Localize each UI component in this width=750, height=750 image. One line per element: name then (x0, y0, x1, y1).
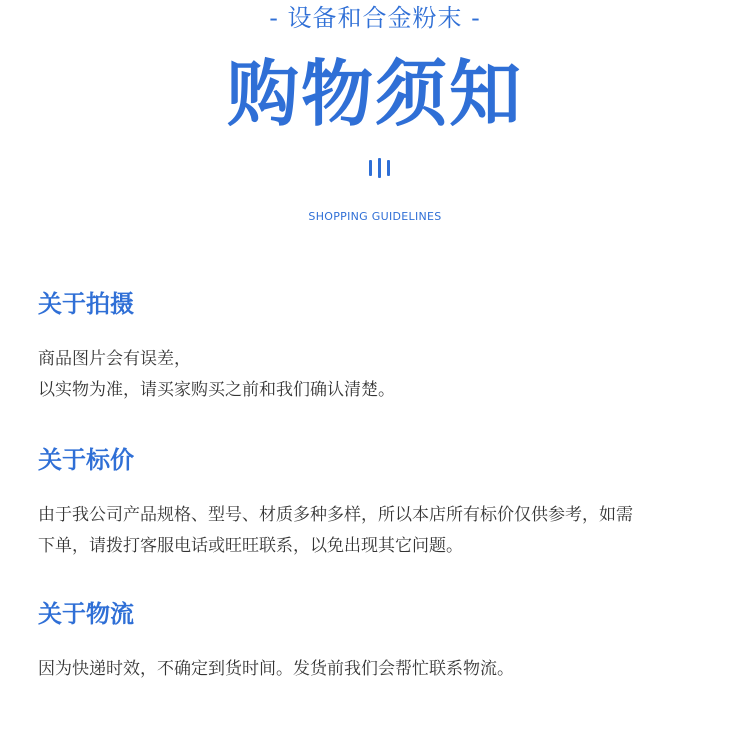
english-title: SHOPPING GUIDELINES (308, 210, 442, 223)
body-line: 下单，请拨打客服电话或旺旺联系，以免出现其它问题。 (38, 536, 463, 556)
product-category-subtitle: - 设备和合金粉末 - (269, 4, 481, 32)
page-title: 购物须知 (226, 52, 523, 136)
section-heading: 关于物流 (38, 600, 134, 628)
decorative-bars-icon (365, 157, 395, 179)
body-line: 由于我公司产品规格、型号、材质多种多样，所以本店所有标价仅供参考，如需 (38, 505, 633, 525)
section-heading: 关于标价 (38, 446, 134, 474)
section-heading: 关于拍摄 (38, 290, 134, 318)
body-line: 因为快递时效，不确定到货时间。发货前我们会帮忙联系物流。 (38, 659, 514, 679)
decorative-bar (378, 158, 381, 178)
decorative-bar (369, 160, 372, 176)
section-body (38, 344, 718, 406)
section-photography (38, 288, 718, 406)
section-body (38, 654, 718, 685)
decorative-bar (387, 160, 390, 176)
section-logistics (38, 598, 718, 685)
section-pricing (38, 444, 718, 562)
body-line: 商品图片会有误差， (38, 349, 191, 369)
body-line: 以实物为准，请买家购买之前和我们确认清楚。 (38, 380, 395, 400)
section-body (38, 500, 718, 562)
